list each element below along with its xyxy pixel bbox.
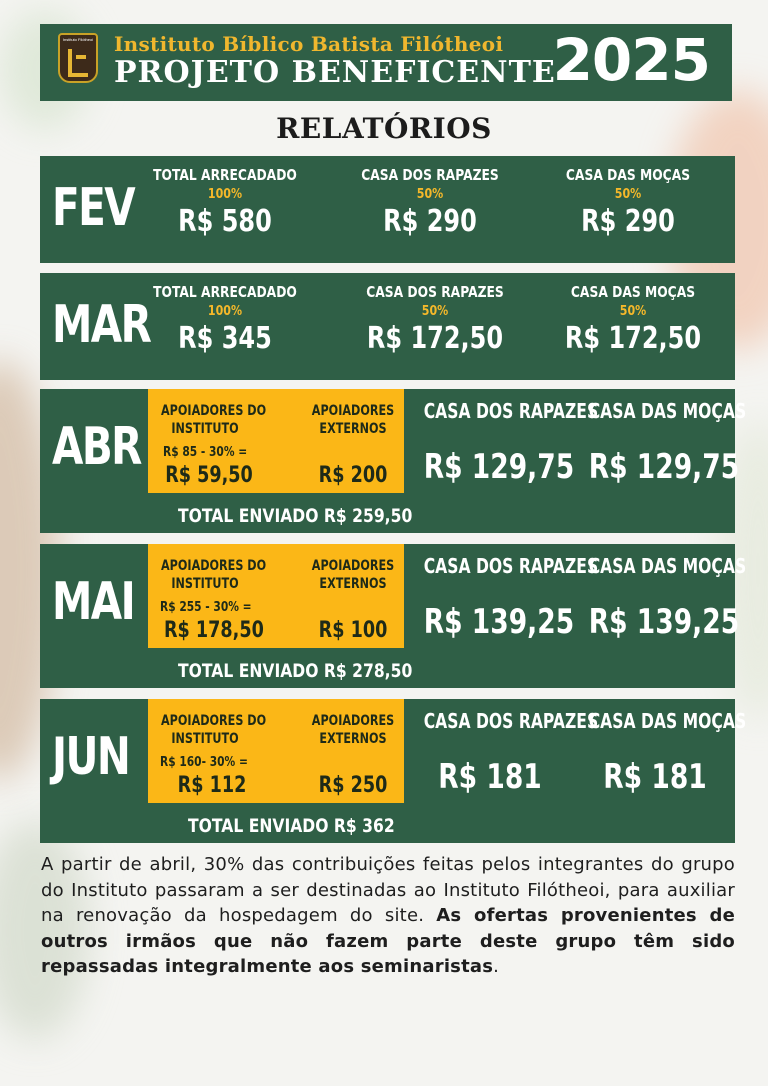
rapazes-value: R$ 290 bbox=[383, 204, 477, 239]
total-collected bbox=[135, 166, 315, 239]
rapazes-label: CASA DOS RAPAZES bbox=[423, 554, 599, 578]
report-fev bbox=[40, 156, 735, 263]
total-collected bbox=[135, 283, 315, 356]
casa-rapazes bbox=[340, 166, 520, 239]
rapazes-percent: 50% bbox=[416, 187, 444, 202]
mocas-label: CASA DAS MOÇAS bbox=[588, 554, 747, 578]
casa-rapazes bbox=[405, 399, 599, 487]
total-label: TOTAL ARRECADADO bbox=[153, 283, 297, 301]
external-value: R$ 100 bbox=[318, 618, 388, 643]
report-mai bbox=[40, 544, 747, 688]
label-line: INSTITUTO bbox=[171, 421, 239, 437]
note-regular: A partir de abril, 30% das contribuições feitas pelos integrantes do grupo do Instituto passaram a ser destinadas ao Instituto Filótheoi, para auxiliar na renovação da hospedagem do site. bbox=[41, 854, 735, 926]
mocas-label: CASA DAS MOÇAS bbox=[570, 283, 696, 301]
casa-rapazes bbox=[405, 554, 599, 642]
report-mar bbox=[40, 273, 735, 380]
logo-text: Instituto Filótheoi bbox=[62, 37, 94, 42]
institute-calc: R$ 85 - 30% = bbox=[163, 445, 248, 460]
rapazes-percent: 50% bbox=[421, 304, 449, 319]
total-sent: TOTAL ENVIADO R$ 278,50 bbox=[178, 660, 413, 682]
external-supporters-label bbox=[309, 557, 397, 593]
month-label: MAI bbox=[52, 572, 135, 632]
rapazes-value: R$ 139,25 bbox=[423, 602, 575, 642]
institute-supporters-label bbox=[161, 712, 267, 748]
casa-rapazes bbox=[340, 283, 530, 356]
label-line: APOIADORES bbox=[311, 558, 395, 574]
explanatory-note bbox=[41, 852, 735, 980]
label-line: APOIADORES DO bbox=[161, 558, 267, 574]
month-label: FEV bbox=[52, 178, 135, 238]
rapazes-label: CASA DOS RAPAZES bbox=[361, 166, 499, 184]
logo-mark-icon bbox=[68, 49, 88, 77]
label-line: APOIADORES bbox=[311, 713, 395, 729]
total-percent: 100% bbox=[207, 187, 243, 202]
casa-mocas bbox=[570, 399, 747, 487]
total-sent: TOTAL ENVIADO R$ 362 bbox=[188, 815, 395, 837]
casa-mocas bbox=[570, 554, 747, 642]
label-line: INSTITUTO bbox=[171, 576, 239, 592]
casa-mocas bbox=[570, 709, 747, 797]
supporters-box bbox=[148, 699, 404, 803]
institute-value: R$ 178,50 bbox=[164, 618, 264, 643]
note-end: . bbox=[493, 956, 500, 977]
institute-value: R$ 112 bbox=[177, 773, 247, 798]
month-label: ABR bbox=[52, 417, 141, 477]
section-title: RELATÓRIOS bbox=[276, 112, 492, 145]
institute-logo bbox=[58, 33, 98, 83]
mocas-label: CASA DAS MOÇAS bbox=[588, 709, 747, 733]
label-line: EXTERNOS bbox=[319, 421, 387, 437]
institute-supporters-label bbox=[161, 557, 267, 593]
label-line: EXTERNOS bbox=[319, 731, 387, 747]
label-line: APOIADORES bbox=[311, 403, 395, 419]
rapazes-value: R$ 181 bbox=[438, 757, 542, 797]
mocas-value: R$ 181 bbox=[603, 757, 707, 797]
mocas-value: R$ 139,25 bbox=[588, 602, 740, 642]
casa-rapazes bbox=[405, 709, 599, 797]
institute-calc: R$ 160- 30% = bbox=[160, 755, 248, 770]
mocas-value: R$ 290 bbox=[581, 204, 675, 239]
label-line: APOIADORES DO bbox=[161, 403, 267, 419]
label-line: INSTITUTO bbox=[171, 731, 239, 747]
year: 2025 bbox=[552, 26, 710, 94]
supporters-box bbox=[148, 389, 404, 493]
rapazes-label: CASA DOS RAPAZES bbox=[423, 399, 599, 423]
report-jun bbox=[40, 699, 747, 843]
external-supporters-label bbox=[309, 402, 397, 438]
mocas-percent: 50% bbox=[619, 304, 647, 319]
institute-supporters-label bbox=[161, 402, 267, 438]
label-line: EXTERNOS bbox=[319, 576, 387, 592]
total-sent: TOTAL ENVIADO R$ 259,50 bbox=[178, 505, 413, 527]
institute-value: R$ 59,50 bbox=[165, 463, 253, 488]
header-banner bbox=[40, 24, 732, 101]
project-name: PROJETO BENEFICENTE bbox=[114, 55, 556, 90]
casa-mocas bbox=[538, 166, 718, 239]
institute-name: Instituto Bíblico Batista Filótheoi bbox=[114, 32, 504, 56]
external-supporters-label bbox=[309, 712, 397, 748]
total-value: R$ 580 bbox=[178, 204, 272, 239]
total-label: TOTAL ARRECADADO bbox=[153, 166, 297, 184]
month-label: MAR bbox=[52, 295, 151, 355]
report-abr bbox=[40, 389, 747, 533]
month-label: JUN bbox=[52, 727, 130, 787]
mocas-label: CASA DAS MOÇAS bbox=[565, 166, 691, 184]
rapazes-label: CASA DOS RAPAZES bbox=[366, 283, 504, 301]
external-value: R$ 200 bbox=[318, 463, 388, 488]
external-value: R$ 250 bbox=[318, 773, 388, 798]
mocas-value: R$ 129,75 bbox=[588, 447, 740, 487]
label-line: APOIADORES DO bbox=[161, 713, 267, 729]
rapazes-value: R$ 129,75 bbox=[423, 447, 575, 487]
supporters-box bbox=[148, 544, 404, 648]
total-percent: 100% bbox=[207, 304, 243, 319]
institute-calc: R$ 255 - 30% = bbox=[160, 600, 252, 615]
total-value: R$ 345 bbox=[178, 321, 272, 356]
rapazes-value: R$ 172,50 bbox=[366, 321, 504, 356]
mocas-value: R$ 172,50 bbox=[564, 321, 702, 356]
note-bold: As ofertas provenientes de outros irmãos que não fazem parte deste grupo têm sido repassadas integralmente aos seminaristas bbox=[41, 905, 735, 977]
rapazes-label: CASA DOS RAPAZES bbox=[423, 709, 599, 733]
mocas-percent: 50% bbox=[614, 187, 642, 202]
mocas-label: CASA DAS MOÇAS bbox=[588, 399, 747, 423]
casa-mocas bbox=[538, 283, 728, 356]
